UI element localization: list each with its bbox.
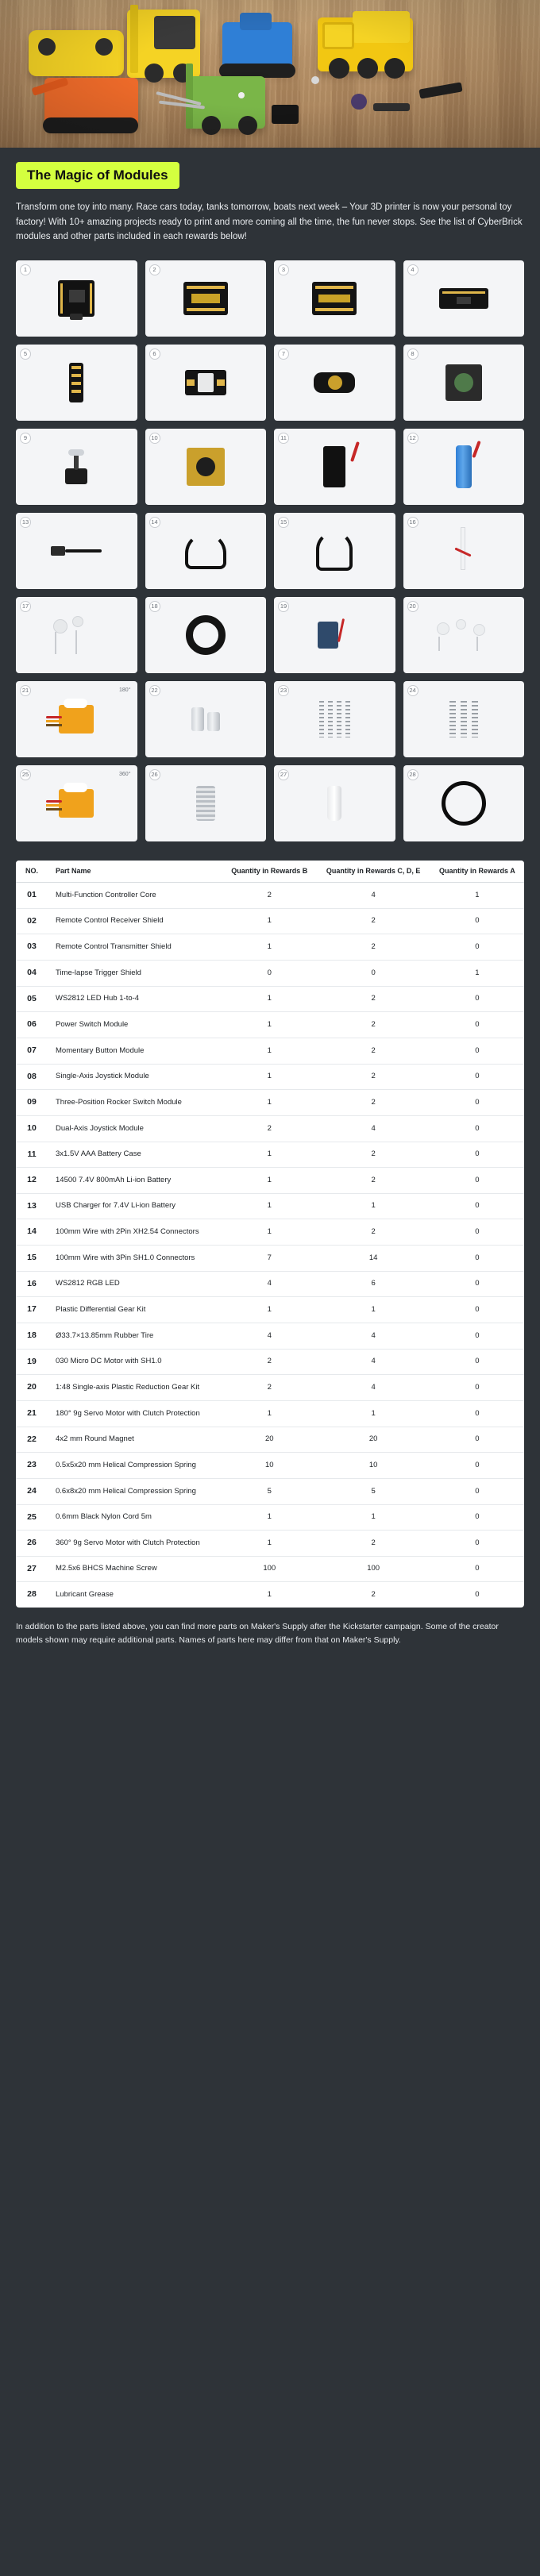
cell-qty-a: 0	[430, 1090, 524, 1116]
table-row	[16, 1064, 524, 1090]
grease-tube	[327, 786, 341, 821]
transmitter-shield-icon	[274, 260, 395, 337]
grid-item-number: 4	[407, 264, 418, 275]
cell-qty-b: 100	[222, 1556, 317, 1582]
cell-qty-cde: 2	[317, 908, 430, 934]
header-no: NO.	[16, 861, 48, 883]
cell-part-name: 3x1.5V AAA Battery Case	[48, 1142, 222, 1168]
table-header-row	[16, 861, 524, 883]
grid-item-nylon-cord[interactable]	[403, 765, 525, 841]
grid-item-aaa-battery-case[interactable]	[274, 429, 395, 505]
cell-qty-a: 0	[430, 1504, 524, 1531]
cell-qty-b: 4	[222, 1271, 317, 1297]
grid-item-number: 27	[278, 769, 289, 780]
cell-qty-a: 0	[430, 1453, 524, 1479]
grid-item-number: 16	[407, 517, 418, 528]
cell-qty-b: 20	[222, 1427, 317, 1453]
cell-qty-a: 0	[430, 1193, 524, 1219]
cell-qty-a: 0	[430, 986, 524, 1012]
table-row	[16, 1504, 524, 1531]
cell-part-name: 030 Micro DC Motor with SH1.0	[48, 1349, 222, 1375]
led-hub-icon	[16, 345, 137, 421]
cell-qty-b: 1	[222, 1012, 317, 1038]
cell-qty-cde: 4	[317, 1323, 430, 1350]
grid-item-number: 22	[149, 685, 160, 696]
cell-qty-a: 0	[475, 1590, 480, 1600]
spring-06-icon	[403, 681, 525, 757]
grid-item-number: 23	[278, 685, 289, 696]
cell-qty-cde: 4	[317, 883, 430, 909]
cell-qty-cde: 2	[317, 1064, 430, 1090]
cell-qty-a: 0	[430, 1297, 524, 1323]
grid-item-led-hub[interactable]	[16, 345, 137, 421]
cell-no: 20	[16, 1375, 48, 1401]
grid-item-number: 13	[20, 517, 31, 528]
table-row	[16, 1142, 524, 1168]
grid-item-number: 11	[278, 433, 289, 444]
cell-qty-cde: 4	[317, 1115, 430, 1142]
section-heading: The Magic of Modules	[16, 162, 179, 189]
cell-no: 27	[16, 1556, 48, 1582]
cell-part-name: Three-Position Rocker Switch Module	[48, 1090, 222, 1116]
grid-item-micro-dc-motor[interactable]	[274, 597, 395, 673]
cell-qty-b: 1	[222, 1504, 317, 1531]
lubricant-grease-icon	[274, 765, 395, 841]
grid-item-rocker-switch[interactable]	[16, 429, 137, 505]
cell-qty-cde: 2	[317, 1531, 430, 1557]
grid-item-ws2812-led[interactable]	[403, 513, 525, 589]
table-row	[16, 1427, 524, 1453]
screw-stack	[196, 786, 215, 821]
cell-no: 21	[16, 1400, 48, 1427]
cell-qty-cde: 20	[317, 1427, 430, 1453]
cell-part-name: Power Switch Module	[48, 1012, 222, 1038]
cell-qty-cde: 2	[317, 1168, 430, 1194]
section-heading-wrap	[0, 148, 540, 189]
table-row	[16, 1038, 524, 1064]
table-row	[16, 1323, 524, 1350]
cell-qty-a: 0	[430, 934, 524, 961]
cell-qty-cde: 0	[317, 961, 430, 987]
hero-photo	[0, 0, 540, 148]
parts-grid	[0, 248, 540, 849]
grid-item-number: 21	[20, 685, 31, 696]
table-row	[16, 1168, 524, 1194]
cell-qty-b: 10	[222, 1453, 317, 1479]
cell-qty-b: 1	[222, 1219, 317, 1246]
cell-qty-cde: 5	[317, 1478, 430, 1504]
cell-qty-cde: 100	[317, 1556, 430, 1582]
cell-qty-b: 1	[222, 908, 317, 934]
grid-item-number: 6	[149, 348, 160, 360]
cell-no: 04	[16, 961, 48, 987]
table-row	[16, 1219, 524, 1246]
cell-no: 19	[16, 1349, 48, 1375]
cell-no: 24	[16, 1478, 48, 1504]
cell-no: 02	[16, 908, 48, 934]
grid-item-number: 8	[407, 348, 418, 360]
cell-part-name: 14500 7.4V 800mAh Li-ion Battery	[48, 1168, 222, 1194]
cell-part-name: USB Charger for 7.4V Li-ion Battery	[48, 1193, 222, 1219]
grid-item-number: 20	[407, 601, 418, 612]
grid-item-number: 26	[149, 769, 160, 780]
grid-item-number: 5	[20, 348, 31, 360]
cell-qty-cde: 2	[317, 1038, 430, 1064]
cell-part-name: WS2812 RGB LED	[48, 1271, 222, 1297]
footer-note: In addition to the parts listed above, you can find more parts on Maker's Supply after the Kickstarter campaign. Some of the creator models shown may require additional parts. Names of parts here may differ from that on Maker's Supply.	[16, 1622, 499, 1646]
cell-qty-b: 2	[222, 1349, 317, 1375]
parts-table	[16, 861, 524, 1608]
cell-no: 09	[16, 1090, 48, 1116]
cell-qty-b: 1	[222, 1297, 317, 1323]
grid-item-number: 19	[278, 601, 289, 612]
cell-part-name: WS2812 LED Hub 1-to-4	[48, 986, 222, 1012]
cell-qty-a: 0	[430, 908, 524, 934]
grid-item-number: 7	[278, 348, 289, 360]
cell-qty-b: 2	[222, 1115, 317, 1142]
cell-qty-cde: 2	[371, 1590, 376, 1600]
grid-item-reduction-gear-kit[interactable]	[403, 597, 525, 673]
machine-screw-icon	[145, 765, 267, 841]
cell-qty-a: 0	[430, 1038, 524, 1064]
cell-qty-b: 0	[222, 961, 317, 987]
grid-item-rubber-tire[interactable]	[145, 597, 267, 673]
cell-qty-cde: 2	[317, 1142, 430, 1168]
servo-180-icon	[16, 681, 137, 757]
cell-part-name: Remote Control Receiver Shield	[48, 908, 222, 934]
cell-qty-a: 0	[430, 1556, 524, 1582]
cell-no: 25	[16, 1504, 48, 1531]
aaa-battery-case-icon	[274, 429, 395, 505]
grid-item-wire-2pin[interactable]	[145, 513, 267, 589]
cell-qty-b: 1	[222, 1168, 317, 1194]
grid-item-number: 17	[20, 601, 31, 612]
differential-gear-kit-icon	[16, 597, 137, 673]
cell-qty-b: 4	[222, 1323, 317, 1350]
cell-no: 03	[16, 934, 48, 961]
cell-part-name: 0.6mm Black Nylon Cord 5m	[48, 1504, 222, 1531]
cell-qty-cde: 2	[317, 986, 430, 1012]
table-row	[16, 1556, 524, 1582]
micro-dc-motor-icon	[274, 597, 395, 673]
grid-item-timelapse-shield[interactable]	[403, 260, 525, 337]
receiver-shield-icon	[145, 260, 267, 337]
grid-item-servo-180[interactable]	[16, 681, 137, 757]
cell-no: 06	[16, 1012, 48, 1038]
grid-item-wire-3pin[interactable]	[274, 513, 395, 589]
cell-part-name: Momentary Button Module	[48, 1038, 222, 1064]
cell-no: 26	[16, 1531, 48, 1557]
cell-part-name: 180° 9g Servo Motor with Clutch Protection	[48, 1400, 222, 1427]
li-ion-battery-icon	[403, 429, 525, 505]
grid-item-power-switch[interactable]	[145, 345, 267, 421]
single-axis-joystick-icon	[403, 345, 525, 421]
cell-qty-b: 1	[222, 1142, 317, 1168]
cell-qty-a: 0	[430, 1349, 524, 1375]
cell-no: 05	[16, 986, 48, 1012]
grid-item-dual-axis-joystick[interactable]	[145, 429, 267, 505]
cell-part-name: 100mm Wire with 3Pin SH1.0 Connectors	[48, 1246, 222, 1272]
cell-qty-a: 0	[430, 1323, 524, 1350]
cell-qty-a: 0	[430, 1142, 524, 1168]
cell-qty-cde: 1	[317, 1193, 430, 1219]
cell-qty-b: 1	[267, 1590, 272, 1600]
cell-qty-a: 0	[430, 1115, 524, 1142]
timelapse-shield-icon	[403, 260, 525, 337]
header-qty-rewards-b: Quantity in Rewards B	[222, 861, 317, 883]
ws2812-led-icon	[403, 513, 525, 589]
parts-table-head	[16, 861, 524, 883]
cell-part-name: Single-Axis Joystick Module	[48, 1064, 222, 1090]
cell-no: 12	[16, 1168, 48, 1194]
cell-part-name: Dual-Axis Joystick Module	[48, 1115, 222, 1142]
round-magnet-icon	[145, 681, 267, 757]
table-row	[16, 883, 524, 909]
grid-item-number: 15	[278, 517, 289, 528]
grid-item-round-magnet[interactable]	[145, 681, 267, 757]
cell-part-name: 0.5x5x20 mm Helical Compression Spring	[48, 1453, 222, 1479]
grid-item-spring-06[interactable]	[403, 681, 525, 757]
cell-no: 14	[16, 1219, 48, 1246]
cell-qty-a: 0	[430, 1064, 524, 1090]
cell-qty-b: 5	[222, 1478, 317, 1504]
cell-qty-b: 2	[222, 1375, 317, 1401]
table-row	[16, 1400, 524, 1427]
cell-no: 01	[16, 883, 48, 909]
cell-qty-a: 0	[430, 1246, 524, 1272]
cable-loop	[185, 533, 226, 569]
cell-no: 08	[16, 1064, 48, 1090]
power-switch-icon	[145, 345, 267, 421]
dual-axis-joystick-icon	[145, 429, 267, 505]
rocker-switch-icon	[16, 429, 137, 505]
grid-item-servo-360[interactable]	[16, 765, 137, 841]
cell-part-name: 0.6x8x20 mm Helical Compression Spring	[48, 1478, 222, 1504]
grid-item-usb-charger[interactable]	[16, 513, 137, 589]
cell-part-name: 1:48 Single-axis Plastic Reduction Gear Kit	[48, 1375, 222, 1401]
cell-qty-b: 7	[222, 1246, 317, 1272]
rubber-tire-icon	[145, 597, 267, 673]
grid-item-number: 25	[20, 769, 31, 780]
section-intro: Transform one toy into many. Race cars today, tanks tomorrow, boats next week – Your 3D printer is now your personal toy factory! With 10+ amazing projects ready to print and more coming all the time, the fun never stops. See the list of CyberBrick modules and other parts included in each rewards below!	[16, 202, 523, 242]
nylon-cord-icon	[403, 765, 525, 841]
cell-qty-b: 1	[222, 986, 317, 1012]
wire-3pin-icon	[274, 513, 395, 589]
grid-item-number: 9	[20, 433, 31, 444]
header-qty-rewards-cde: Quantity in Rewards C, D, E	[317, 861, 430, 883]
cell-no: 16	[16, 1271, 48, 1297]
grid-item-number: 3	[278, 264, 289, 275]
cell-part-name: 360° 9g Servo Motor with Clutch Protection	[48, 1531, 222, 1557]
cell-qty-b: 1	[222, 1400, 317, 1427]
table-row	[16, 1582, 524, 1608]
cell-qty-cde: 10	[317, 1453, 430, 1479]
table-row	[16, 1193, 524, 1219]
grid-item-lubricant-grease[interactable]	[274, 765, 395, 841]
table-row	[16, 961, 524, 987]
table-row	[16, 1453, 524, 1479]
table-row	[16, 1349, 524, 1375]
cell-no: 10	[16, 1115, 48, 1142]
grid-item-number: 12	[407, 433, 418, 444]
table-row	[16, 1246, 524, 1272]
grid-item-machine-screw[interactable]	[145, 765, 267, 841]
table-row	[16, 1297, 524, 1323]
cell-part-name: M2.5x6 BHCS Machine Screw	[48, 1556, 222, 1582]
grid-item-number: 14	[149, 517, 160, 528]
grid-item-number: 10	[149, 433, 160, 444]
cell-qty-b: 1	[222, 1090, 317, 1116]
grid-item-number: 28	[407, 769, 418, 780]
cell-qty-a: 0	[430, 1478, 524, 1504]
header-part-name: Part Name	[48, 861, 222, 883]
cell-qty-cde: 14	[317, 1246, 430, 1272]
cell-qty-cde: 4	[317, 1349, 430, 1375]
cell-qty-cde: 2	[317, 934, 430, 961]
cell-qty-a: 0	[430, 1400, 524, 1427]
cell-part-name: 4x2 mm Round Magnet	[48, 1427, 222, 1453]
cell-part-name: Ø33.7×13.85mm Rubber Tire	[48, 1323, 222, 1350]
cell-qty-a: 0	[430, 1168, 524, 1194]
parts-table-wrap	[0, 849, 540, 1608]
servo-360-icon	[16, 765, 137, 841]
cell-part-name: 100mm Wire with 2Pin XH2.54 Connectors	[48, 1219, 222, 1246]
cell-no: 13	[16, 1193, 48, 1219]
grid-item-number: 2	[149, 264, 160, 275]
grid-item-receiver-shield[interactable]	[145, 260, 267, 337]
spring-05-icon	[274, 681, 395, 757]
cell-qty-b: 1	[222, 1064, 317, 1090]
cell-qty-cde: 4	[317, 1375, 430, 1401]
cord-coil	[442, 781, 486, 826]
grid-item-differential-gear-kit[interactable]	[16, 597, 137, 673]
wire-2pin-icon	[145, 513, 267, 589]
cell-no: 23	[16, 1453, 48, 1479]
cell-qty-b: 2	[222, 883, 317, 909]
cell-no: 18	[16, 1323, 48, 1350]
cell-part-name: Plastic Differential Gear Kit	[48, 1297, 222, 1323]
controller-core-icon	[16, 260, 137, 337]
reduction-gear-kit-icon	[403, 597, 525, 673]
cell-qty-b: 1	[222, 934, 317, 961]
cell-qty-cde: 2	[317, 1012, 430, 1038]
servo-180-label: 180°	[119, 687, 131, 693]
cell-part-name: Multi-Function Controller Core	[48, 883, 222, 909]
cable-loop	[316, 531, 353, 571]
cell-no: 22	[16, 1427, 48, 1453]
cell-part-name: Lubricant Grease	[56, 1590, 114, 1600]
table-row	[16, 1478, 524, 1504]
grid-item-number: 24	[407, 685, 418, 696]
table-row	[16, 908, 524, 934]
grid-item-momentary-button[interactable]	[274, 345, 395, 421]
header-qty-rewards-a: Quantity in Rewards A	[430, 861, 524, 883]
table-row	[16, 1090, 524, 1116]
table-row	[16, 934, 524, 961]
tire-ring	[186, 615, 226, 655]
hero-vignette	[0, 0, 540, 148]
grid-item-number: 1	[20, 264, 31, 275]
cell-qty-b: 1	[222, 1038, 317, 1064]
grid-item-transmitter-shield[interactable]	[274, 260, 395, 337]
servo-360-label: 360°	[119, 771, 131, 777]
cell-qty-cde: 6	[317, 1271, 430, 1297]
cell-no: 11	[16, 1142, 48, 1168]
grid-item-controller-core[interactable]	[16, 260, 137, 337]
table-row	[16, 1531, 524, 1557]
grid-item-li-ion-battery[interactable]	[403, 429, 525, 505]
grid-item-spring-05[interactable]	[274, 681, 395, 757]
cell-qty-a: 0	[430, 1271, 524, 1297]
table-row	[16, 986, 524, 1012]
usb-charger-icon	[16, 513, 137, 589]
parts-table-body	[16, 883, 524, 1608]
cell-no: 07	[16, 1038, 48, 1064]
table-row	[16, 1115, 524, 1142]
cell-qty-a: 0	[430, 1375, 524, 1401]
cell-qty-cde: 2	[317, 1219, 430, 1246]
cell-qty-cde: 2	[317, 1090, 430, 1116]
cell-qty-cde: 1	[317, 1297, 430, 1323]
cell-no: 15	[16, 1246, 48, 1272]
cell-qty-cde: 1	[317, 1504, 430, 1531]
cell-qty-a: 0	[430, 1012, 524, 1038]
cell-qty-a: 0	[430, 1219, 524, 1246]
cell-qty-b: 1	[222, 1193, 317, 1219]
cell-part-name: Remote Control Transmitter Shield	[48, 934, 222, 961]
cell-qty-b: 1	[222, 1531, 317, 1557]
cell-qty-a: 0	[430, 1531, 524, 1557]
table-row	[16, 1375, 524, 1401]
cell-part-name: Time-lapse Trigger Shield	[48, 961, 222, 987]
table-row	[16, 1271, 524, 1297]
cell-qty-cde: 1	[317, 1400, 430, 1427]
momentary-button-icon	[274, 345, 395, 421]
table-row	[16, 1012, 524, 1038]
cell-qty-a: 0	[430, 1427, 524, 1453]
cell-qty-a: 1	[430, 883, 524, 909]
grid-item-number: 18	[149, 601, 160, 612]
cell-no: 17	[16, 1297, 48, 1323]
cell-qty-a: 1	[430, 961, 524, 987]
grid-item-single-axis-joystick[interactable]	[403, 345, 525, 421]
cell-no: 28	[27, 1589, 37, 1600]
